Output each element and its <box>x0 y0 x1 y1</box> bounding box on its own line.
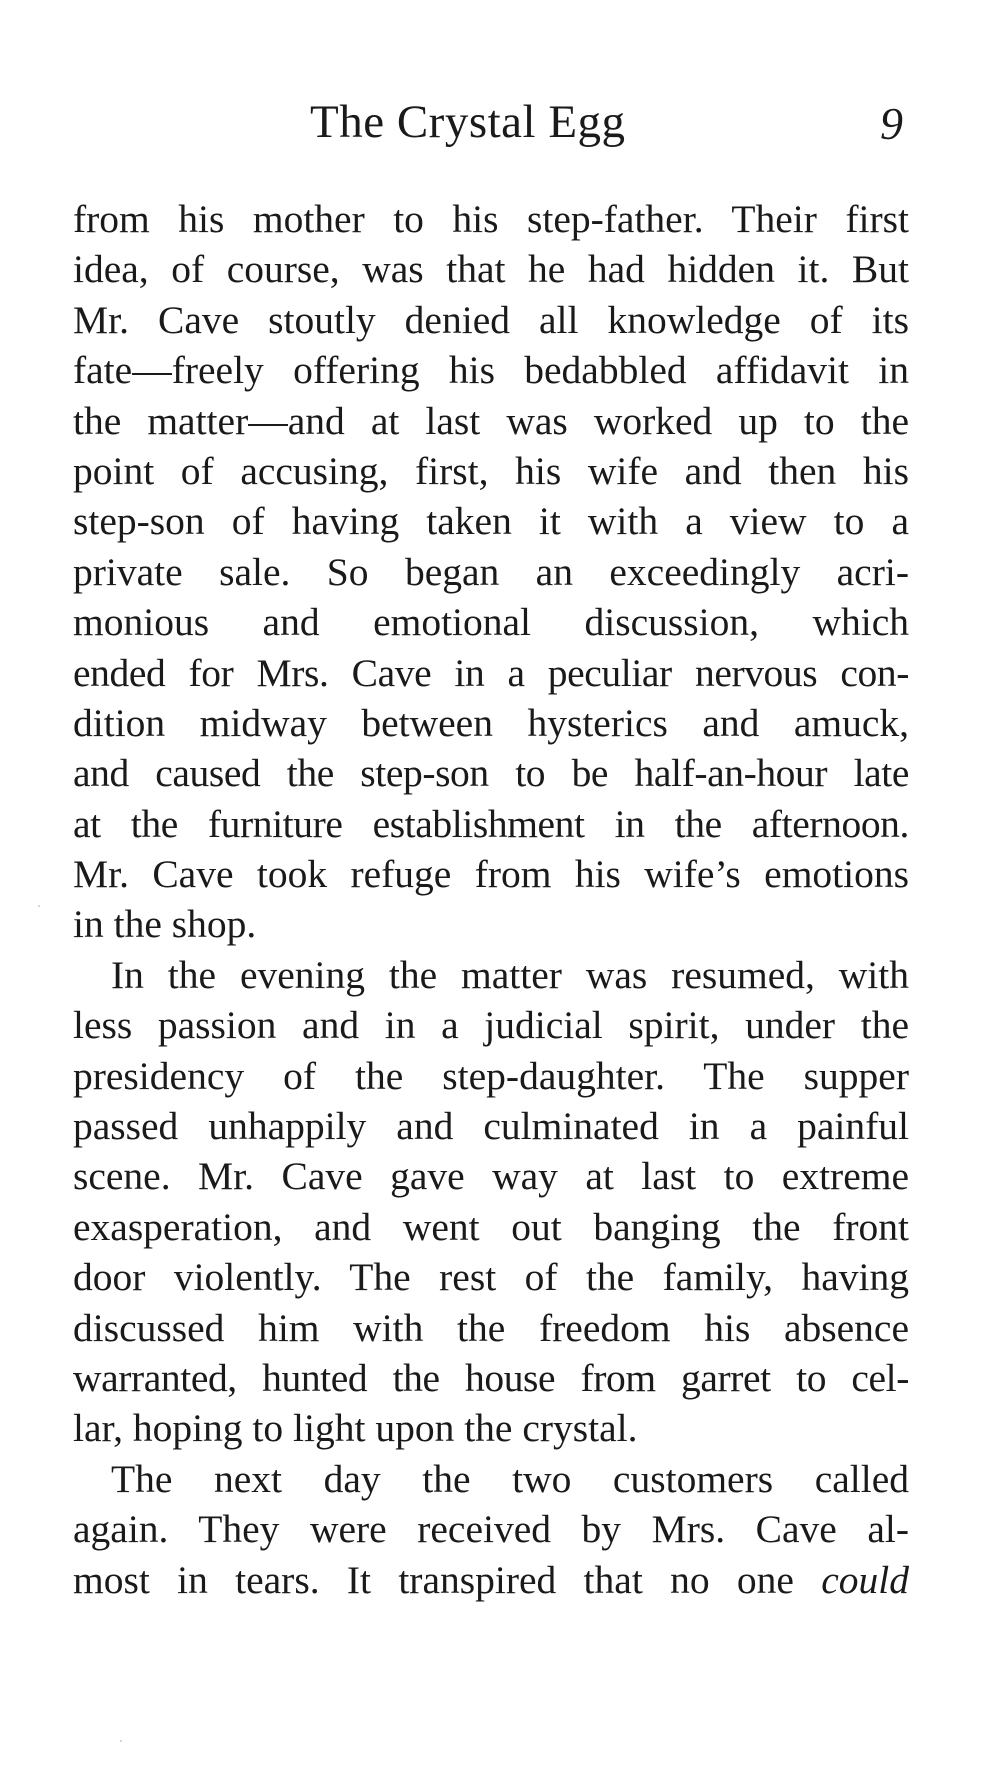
text-line: in the shop. <box>73 902 257 947</box>
paragraph-2 <box>73 950 909 1454</box>
text-line: private sale. So began an exceedingly acri- <box>73 549 909 594</box>
text-line: In the evening the matter was resumed, with <box>111 952 909 997</box>
text-line: lar, hoping to light upon the crystal. <box>73 1406 638 1451</box>
paper-speck <box>38 905 40 907</box>
text-line: idea, of course, was that he had hidden it. But <box>73 247 909 292</box>
text-line: less passion and in a judicial spirit, under the <box>73 1003 909 1048</box>
text-line <box>73 1555 909 1605</box>
text-line: fate—freely offering his bedabbled affidavit in <box>73 348 909 393</box>
body-text <box>73 194 909 1605</box>
text-line: discussed him with the freedom his absence <box>73 1305 909 1350</box>
text-line: ended for Mrs. Cave in a peculiar nervous con- <box>73 650 909 695</box>
paragraph-1 <box>73 194 909 950</box>
text-line-content: most in tears. It transpired that no one <box>73 1557 822 1602</box>
text-line: dition midway between hysterics and amuck, <box>73 700 909 745</box>
text-line: monious and emotional discussion, which <box>73 600 909 645</box>
text-line: the matter—and at last was worked up to the <box>73 398 909 443</box>
text-line: door violently. The rest of the family, having <box>73 1255 909 1300</box>
paper-speck <box>120 1740 122 1742</box>
text-line: exasperation, and went out banging the front <box>73 1204 909 1249</box>
running-head <box>0 95 1000 155</box>
page-number: 9 <box>880 98 903 149</box>
running-head-title: The Crystal Egg <box>310 96 626 148</box>
paragraph-3 <box>73 1454 909 1605</box>
text-line: Mr. Cave took refuge from his wife’s emotions <box>73 852 909 897</box>
text-line: from his mother to his step-father. Their first <box>73 197 909 241</box>
text-line: scene. Mr. Cave gave way at last to extreme <box>73 1154 909 1199</box>
text-line: Mr. Cave stoutly denied all knowledge of its <box>73 297 909 342</box>
text-line: again. They were received by Mrs. Cave al- <box>73 1507 909 1552</box>
text-line: The next day the two customers called <box>111 1456 909 1501</box>
text-line: and caused the step-son to be half-an-hour late <box>73 751 909 796</box>
text-line: presidency of the step-daughter. The supper <box>73 1053 909 1098</box>
text-line: point of accusing, first, his wife and then his <box>73 448 909 493</box>
text-line: warranted, hunted the house from garret to cel- <box>73 1355 909 1400</box>
text-line: at the furniture establishment in the afternoon. <box>73 801 909 846</box>
text-line: step-son of having taken it with a view to a <box>73 499 909 544</box>
text-line: passed unhappily and culminated in a painful <box>73 1104 909 1149</box>
italic-word: could <box>821 1557 909 1602</box>
